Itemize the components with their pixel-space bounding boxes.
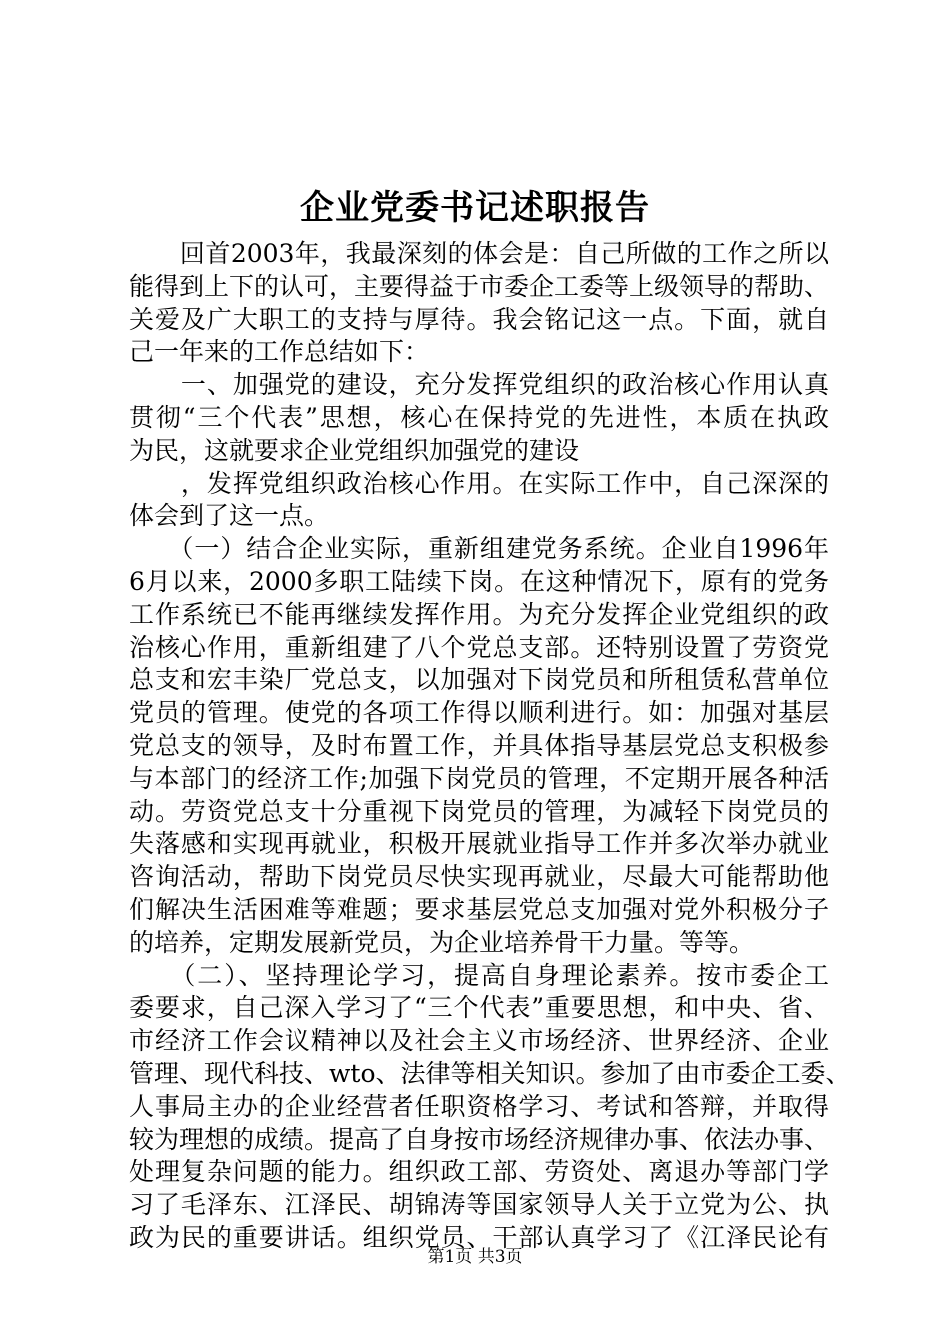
text-line: 总支和宏丰染厂党总支，以加强对下岗党员和所租赁私营单位	[129, 665, 829, 695]
text-line: 关爱及广大职工的支持与厚待。我会铭记这一点。下面，就自	[129, 304, 829, 334]
text-line: ，发挥党组织政治核心作用。在实际工作中，自己深深的	[129, 468, 829, 498]
text-line: 咨询活动，帮助下岗党员尽快实现再就业，尽最大可能帮助他	[129, 862, 829, 892]
document-title: 企业党委书记述职报告	[300, 188, 650, 228]
text-line: （一）结合企业实际，重新组建党务系统。企业自1996年	[129, 534, 829, 564]
text-line: 党员的管理。使党的各项工作得以顺利进行。如：加强对基层	[129, 698, 829, 728]
text-line: 6月以来，2000多职工陆续下岗。在这种情况下，原有的党务	[129, 566, 829, 596]
text-line: 委要求，自己深入学习了“三个代表”重要思想，和中央、省、	[129, 993, 829, 1023]
text-line: 一、加强党的建设，充分发挥党组织的政治核心作用认真	[129, 370, 829, 400]
text-line: 习了毛泽东、江泽民、胡锦涛等国家领导人关于立党为公、执	[129, 1190, 829, 1220]
text-line: 贯彻“三个代表”思想，核心在保持党的先进性，本质在执政	[129, 402, 829, 432]
text-line: 人事局主办的企业经营者任职资格学习、考试和答辩，并取得	[129, 1091, 829, 1121]
text-line: 与本部门的经济工作;加强下岗党员的管理，不定期开展各种活	[129, 763, 829, 793]
text-line: 失落感和实现再就业，积极开展就业指导工作并多次举办就业	[129, 829, 829, 859]
text-line: 较为理想的成绩。提高了自身按市场经济规律办事、依法办事、	[129, 1124, 830, 1154]
text-line: 市经济工作会议精神以及社会主义市场经济、世界经济、企业	[129, 1026, 829, 1056]
text-line: （二）、坚持理论学习，提高自身理论素养。按市委企工	[129, 960, 829, 990]
text-line: 党总支的领导，及时布置工作，并具体指导基层党总支积极参	[129, 730, 829, 760]
text-line: 治核心作用，重新组建了八个党总支部。还特别设置了劳资党	[129, 632, 829, 662]
text-line: 们解决生活困难等难题；要求基层党总支加强对党外积极分子	[129, 894, 829, 924]
text-line: 处理复杂问题的能力。组织政工部、劳资处、离退办等部门学	[129, 1157, 829, 1187]
text-line: 政为民的重要讲话。组织党员、干部认真学习了《江泽民论有	[129, 1222, 829, 1252]
text-line: 己一年来的工作总结如下：	[129, 337, 430, 367]
text-line: 回首2003年，我最深刻的体会是：自己所做的工作之所以	[129, 239, 829, 268]
text-line: 为民，这就要求企业党组织加强党的建设	[129, 435, 580, 465]
page-footer: 第1页 共3页	[427, 1247, 523, 1267]
text-line: 管理、现代科技、wto、法律等相关知识。参加了由市委企工委、	[129, 1058, 851, 1088]
text-line: 工作系统已不能再继续发挥作用。为充分发挥企业党组织的政	[129, 599, 829, 629]
text-line: 体会到了这一点。	[129, 501, 330, 531]
text-line: 能得到上下的认可，主要得益于市委企工委等上级领导的帮助、	[129, 271, 830, 301]
document-body	[129, 238, 851, 1255]
text-line: 动。劳资党总支十分重视下岗党员的管理，为减轻下岗党员的	[129, 796, 829, 826]
text-line: 的培养，定期发展新党员，为企业培养骨干力量。等等。	[129, 927, 755, 957]
